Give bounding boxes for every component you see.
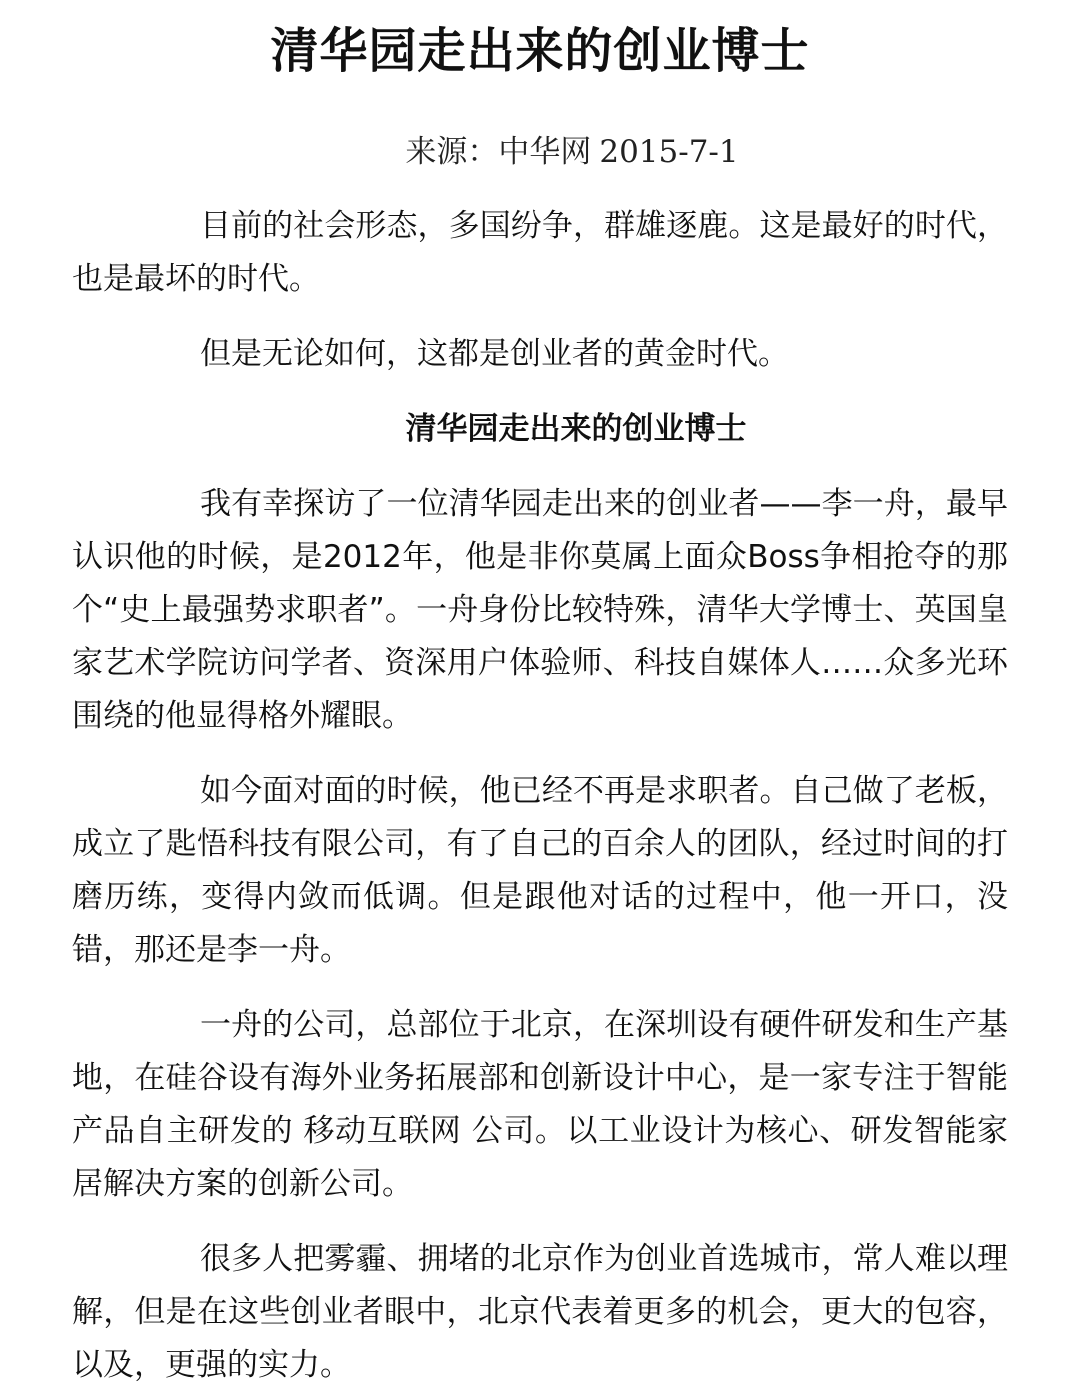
article-source-line bbox=[104, 132, 1040, 172]
article-content bbox=[72, 200, 1008, 1392]
source-label: 来源： bbox=[405, 134, 499, 170]
body-paragraph-2: 如今面对面的时候，他已经不再是求职者。自己做了老板，成立了匙悟科技有限公司，有了自己的百余人的团队，经过时间的打磨历练，变得内敛而低调。但是跟他对话的过程中，他一开口，没错，那还是李一舟。 bbox=[72, 773, 1008, 968]
article-title: 清华园走出来的创业博士 bbox=[270, 23, 810, 79]
source-name: 中华网 bbox=[498, 134, 592, 170]
body-paragraph-3: 一舟的公司，总部位于北京，在深圳设有硬件研发和生产基地，在硅谷设有海外业务拓展部和创新设计中心，是一家专注于智能产品自主研发的 移动互联网 公司。以工业设计为核心、研发智能家居解决方案的创新公司。 bbox=[72, 1007, 1008, 1202]
body-paragraph-4: 很多人把雾霾、拥堵的北京作为创业首选城市，常人难以理解，但是在这些创业者眼中，北京代表着更多的机会，更大的包容，以及，更强的实力。 bbox=[72, 1241, 1008, 1383]
intro-paragraph-2: 但是无论如何，这都是创业者的黄金时代。 bbox=[200, 336, 789, 372]
section-subheading: 清华园走出来的创业博士 bbox=[405, 411, 747, 447]
publish-date: 2015-7-1 bbox=[599, 134, 739, 170]
intro-paragraph-1: 目前的社会形态，多国纷争，群雄逐鹿。这是最好的时代，也是最坏的时代。 bbox=[72, 208, 1008, 297]
body-paragraph-1: 我有幸探访了一位清华园走出来的创业者——李一舟，最早认识他的时候，是2012年，他是非你莫属上面众Boss争相抢夺的那个“史上最强势求职者”。一舟身份比较特殊，清华大学博士、英国皇家艺术学院访问学者、资深用户体验师、科技自媒体人……众多光环围绕的他显得格外耀眼。 bbox=[72, 486, 1008, 734]
